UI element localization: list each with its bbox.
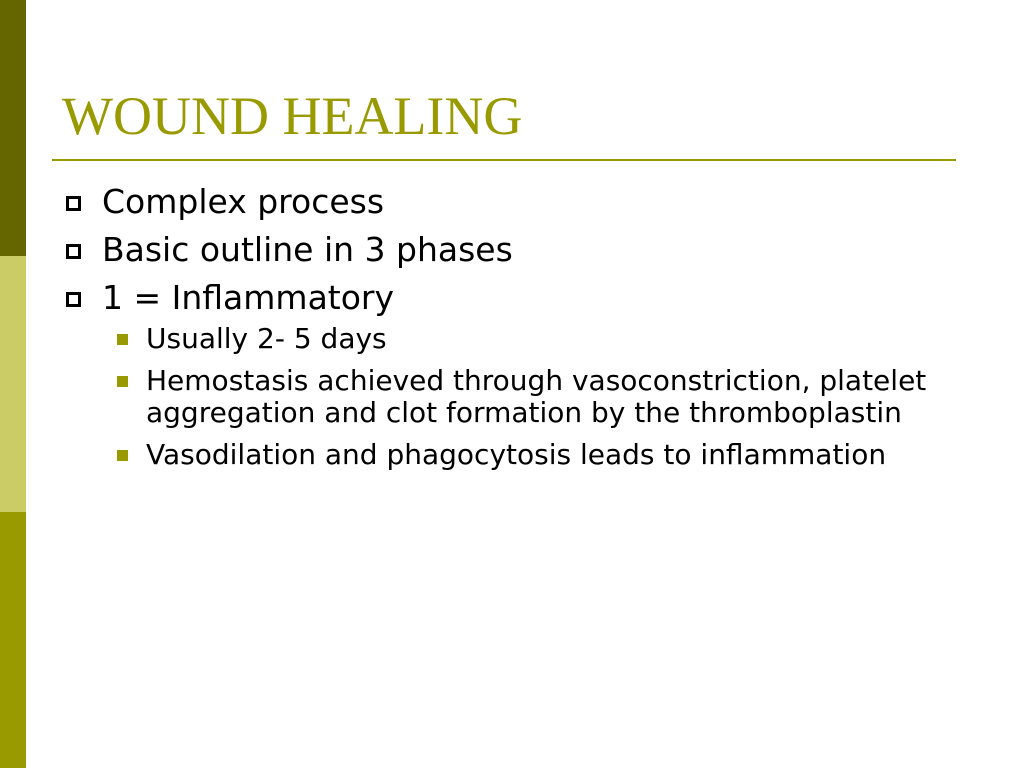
side-bar-bottom-segment: [0, 512, 26, 768]
side-bar-top-segment: [0, 0, 26, 256]
bullet-item: [62, 178, 972, 226]
hollow-square-bullet-icon: [66, 196, 81, 211]
filled-square-bullet-icon: [117, 376, 128, 387]
sub-bullet-item: [62, 439, 972, 471]
bullet-text: Basic outline in 3 phases: [102, 230, 513, 269]
hollow-square-bullet-icon: [66, 292, 81, 307]
bullet-item: [62, 226, 972, 274]
side-bar-middle-segment: [0, 256, 26, 512]
filled-square-bullet-icon: [117, 334, 128, 345]
slide-body: [62, 178, 972, 471]
side-accent-bar: [0, 0, 26, 768]
bullet-item: [62, 274, 972, 322]
sub-bullet-text: Hemostasis achieved through vasoconstriction, platelet aggregation and clot formation by the thromboplastin: [146, 364, 927, 429]
sub-bullet-item: [62, 323, 972, 355]
bullet-text: Complex process: [102, 182, 385, 221]
title-underline: [52, 159, 956, 161]
sub-bullet-item: [62, 365, 972, 429]
sub-bullet-text: Usually 2- 5 days: [146, 322, 387, 355]
hollow-square-bullet-icon: [66, 244, 81, 259]
bullet-text: 1 = Inflammatory: [102, 278, 395, 317]
slide-title: WOUND HEALING: [62, 86, 523, 146]
sub-bullet-text: Vasodilation and phagocytosis leads to inflammation: [146, 438, 887, 471]
filled-square-bullet-icon: [117, 450, 128, 461]
